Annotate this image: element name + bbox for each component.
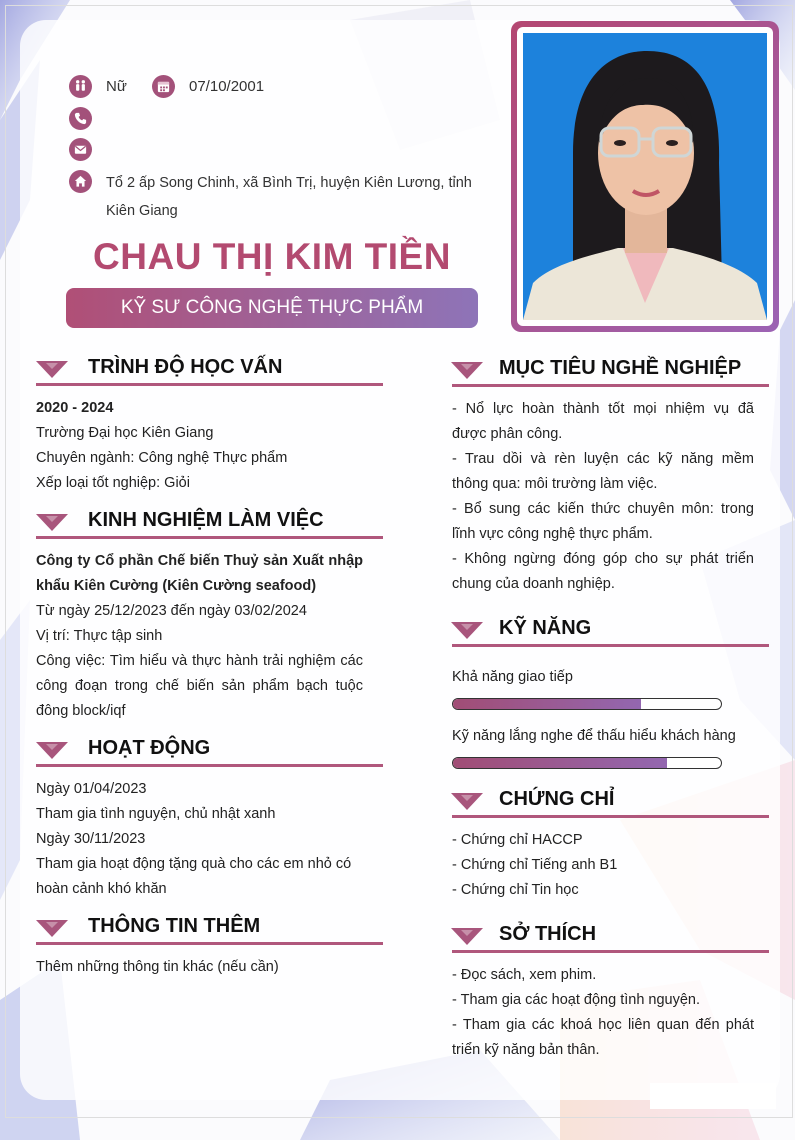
- experience-heading: [36, 509, 383, 539]
- footer-blank: [650, 1083, 776, 1109]
- certificates-content: [452, 828, 754, 903]
- extra-info-heading: [36, 915, 383, 945]
- education-content: [36, 396, 366, 496]
- activity-line: Ngày 01/04/2023: [36, 781, 147, 797]
- activity-line: Tham gia hoạt động tặng quà cho các em nhỏ có: [36, 856, 352, 872]
- education-major: Chuyên ngành: Công nghệ Thực phẩm: [36, 450, 288, 466]
- experience-position: Vị trí: Thực tập sinh: [36, 628, 163, 644]
- objective-line: chung của doanh nghiệp.: [452, 576, 615, 592]
- job-title-banner: KỸ SƯ CÔNG NGHỆ THỰC PHẨM: [66, 288, 478, 328]
- activities-title: HOẠT ĐỘNG: [88, 737, 211, 759]
- activities-heading: [36, 737, 383, 767]
- triangle-bullet-icon: [36, 514, 68, 531]
- education-title: TRÌNH ĐỘ HỌC VẤN: [88, 356, 283, 378]
- email-row: [69, 138, 92, 161]
- profile-photo: [523, 33, 767, 320]
- triangle-bullet-icon: [36, 361, 68, 378]
- experience-work-1: Công việc: Tìm hiểu và thực hành trải nghiệm các: [36, 653, 363, 669]
- extra-info-text: Thêm những thông tin khác (nếu cần): [36, 959, 279, 975]
- extra-info-content: [36, 955, 366, 980]
- triangle-bullet-icon: [451, 362, 483, 379]
- address-line-2: Kiên Giang: [106, 203, 178, 219]
- triangle-bullet-icon: [36, 742, 68, 759]
- email-icon[interactable]: [69, 138, 92, 161]
- skill-bar-fill: [453, 758, 667, 768]
- gender-icon: [69, 75, 92, 98]
- skills-title: KỸ NĂNG: [499, 617, 592, 639]
- objective-line: - Trau dồi và rèn luyện các kỹ năng mềm: [452, 451, 754, 467]
- skill-label: Kỹ năng lắng nghe để thấu hiểu khách hàng: [452, 728, 736, 744]
- hobby-line: - Tham gia các hoạt động tình nguyện.: [452, 992, 701, 1008]
- objective-line: được phân công.: [452, 426, 563, 442]
- experience-title: KINH NGHIỆM LÀM VIỆC: [88, 509, 324, 531]
- activity-line: Tham gia tình nguyện, chủ nhật xanh: [36, 806, 276, 822]
- birthdate-row: [152, 75, 264, 98]
- objective-line: lĩnh vực công nghệ thực phẩm.: [452, 526, 653, 542]
- education-grade: Xếp loại tốt nghiệp: Giỏi: [36, 475, 190, 491]
- gender-value: Nữ: [106, 78, 127, 95]
- objective-line: - Nổ lực hoàn thành tốt mọi nhiệm vụ đã: [452, 401, 754, 417]
- full-name: CHAU THỊ KIM TIỀN: [93, 236, 451, 277]
- calendar-icon: [152, 75, 175, 98]
- certificate-item: - Chứng chỉ Tin học: [452, 882, 579, 898]
- phone-row: [69, 107, 92, 130]
- certificate-item: - Chứng chỉ HACCP: [452, 832, 583, 848]
- objective-heading: [452, 357, 769, 387]
- gender-row: [69, 75, 127, 98]
- experience-content: [36, 549, 363, 724]
- experience-company-2: khẩu Kiên Cường (Kiên Cường seafood): [36, 578, 317, 594]
- hobbies-title: SỞ THÍCH: [499, 923, 597, 945]
- triangle-bullet-icon: [36, 920, 68, 937]
- profile-photo-frame: [511, 21, 779, 332]
- skill-label: Khả năng giao tiếp: [452, 669, 573, 685]
- education-period: 2020 - 2024: [36, 400, 114, 416]
- objective-line: - Không ngừng đóng góp cho sự phát triển: [452, 551, 754, 567]
- triangle-bullet-icon: [451, 622, 483, 639]
- skill-bar: [452, 757, 722, 769]
- hobbies-content: [452, 963, 754, 1063]
- triangle-bullet-icon: [451, 793, 483, 810]
- objective-content: [452, 397, 754, 597]
- certificates-heading: [452, 788, 769, 818]
- hobby-line: - Tham gia các khoá học liên quan đến phát: [452, 1017, 754, 1033]
- experience-period: Từ ngày 25/12/2023 đến ngày 03/02/2024: [36, 603, 307, 619]
- objective-line: thông qua: môi trường làm việc.: [452, 476, 658, 492]
- triangle-bullet-icon: [451, 928, 483, 945]
- activity-line: Ngày 30/11/2023: [36, 831, 146, 847]
- home-icon: [69, 170, 92, 193]
- experience-work-2: công đoạn trong chế biến sản phẩm bạch tuộc: [36, 678, 363, 694]
- experience-company-1: Công ty Cổ phần Chế biến Thuỷ sản Xuất nhập: [36, 553, 363, 569]
- address-row: [69, 170, 472, 225]
- hobbies-heading: [452, 923, 769, 953]
- certificates-title: CHỨNG CHỈ: [499, 788, 615, 810]
- certificate-item: - Chứng chỉ Tiếng anh B1: [452, 857, 618, 873]
- birthdate-value: 07/10/2001: [189, 78, 265, 95]
- objective-line: - Bổ sung các kiến thức chuyên môn: trong: [452, 501, 754, 517]
- education-heading: [36, 356, 383, 386]
- phone-icon[interactable]: [69, 107, 92, 130]
- extra-info-title: THÔNG TIN THÊM: [88, 915, 261, 937]
- education-school: Trường Đại học Kiên Giang: [36, 425, 214, 441]
- hobby-line: - Đọc sách, xem phim.: [452, 967, 597, 983]
- activity-line: hoàn cảnh khó khăn: [36, 881, 167, 897]
- address-line-1: Tổ 2 ấp Song Chinh, xã Bình Trị, huyện Kiên Lương, tỉnh: [106, 175, 472, 191]
- skill-bar: [452, 698, 722, 710]
- hobby-line: triển kỹ năng bản thân.: [452, 1042, 600, 1058]
- objective-title: MỤC TIÊU NGHỀ NGHIỆP: [499, 357, 742, 379]
- experience-work-3: đông block/iqf: [36, 703, 126, 719]
- activities-content: [36, 777, 366, 902]
- skill-bar-fill: [453, 699, 641, 709]
- skills-heading: [452, 617, 769, 647]
